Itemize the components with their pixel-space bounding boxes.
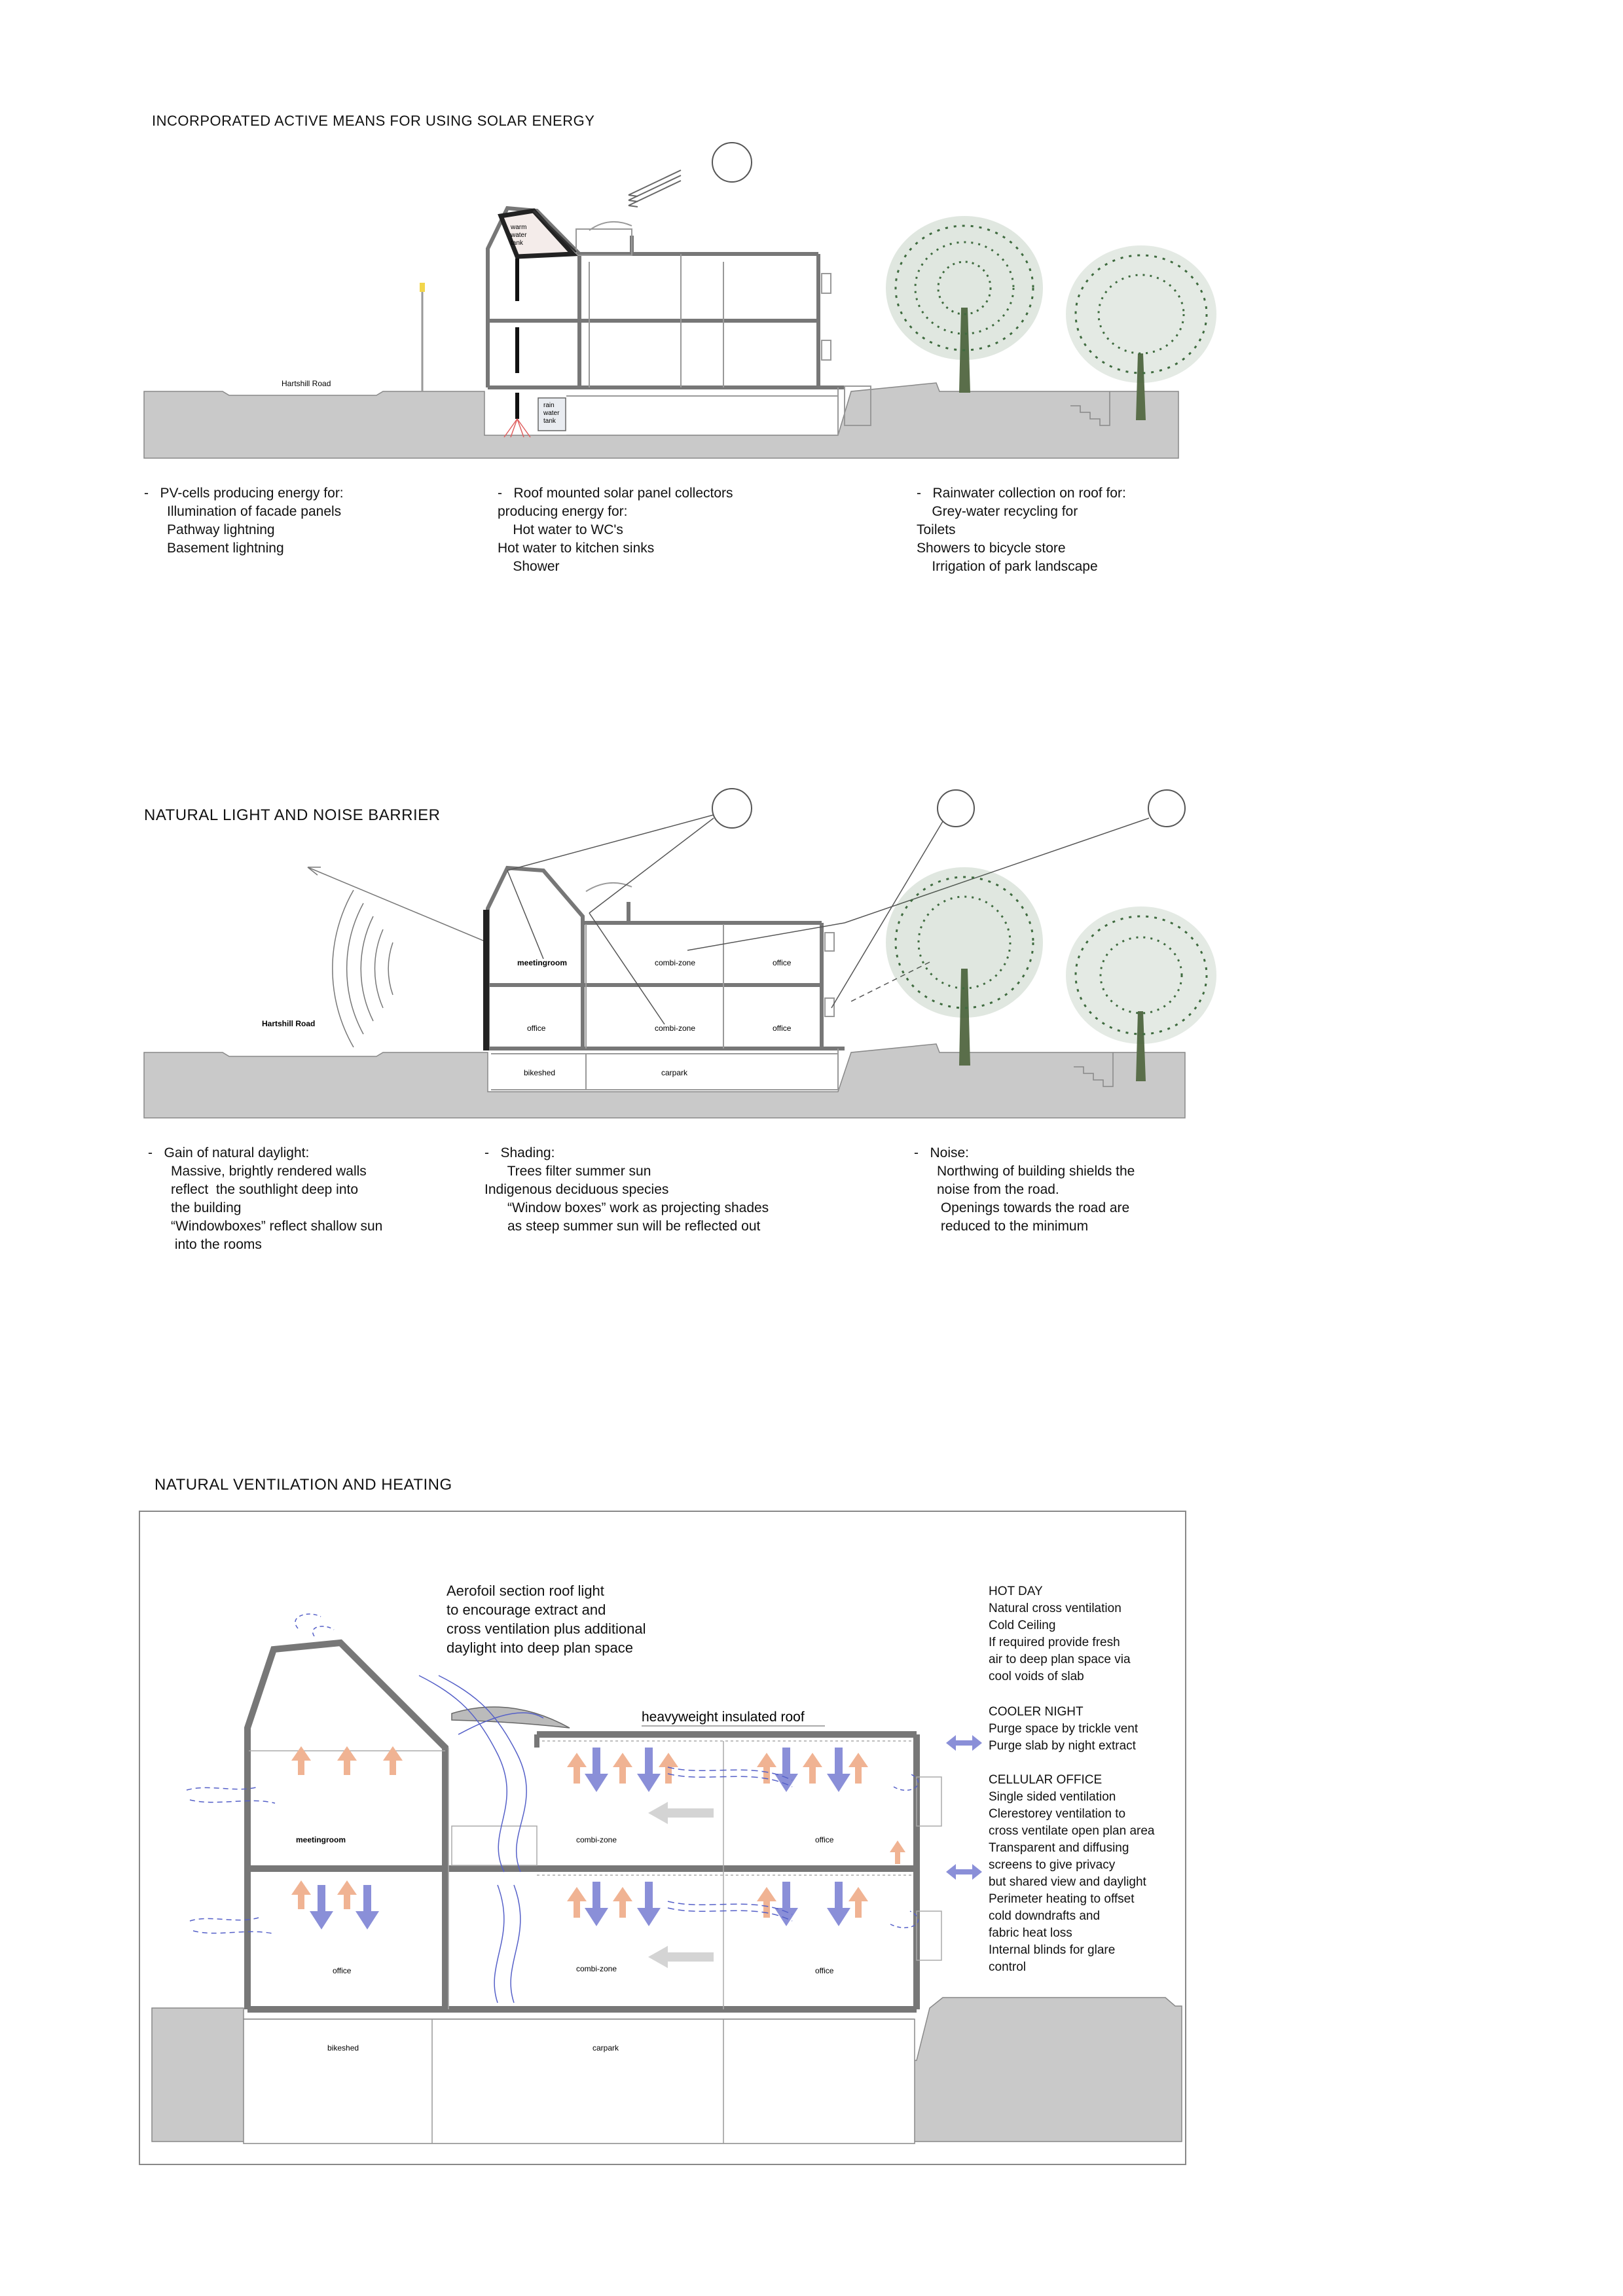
basement-section xyxy=(244,2019,915,2144)
roof-label: heavyweight insulated roof xyxy=(642,1710,805,1725)
room-label: office xyxy=(527,1024,546,1033)
rain-tank-label: rain xyxy=(543,402,555,409)
building-section xyxy=(247,1643,917,2009)
cross-ventilation-arrows xyxy=(648,1802,714,1968)
room-label: carpark xyxy=(593,2043,619,2053)
warm-tank-label: water xyxy=(511,232,527,239)
warm-tank-label: tank xyxy=(511,240,523,247)
room-label: combi-zone xyxy=(576,1835,617,1844)
section3-note-cellular-office: CELLULAR OFFICE Single sided ventilation Clerestorey ventilation to cross ventilate open plan area Transparent and diffusing screens to give privacy but shared view and daylight Perimeter heating to offset cold downdrafts and fabric heat loss Internal blinds for glare control xyxy=(989,1773,1155,1974)
room-label: carpark xyxy=(661,1068,688,1077)
room-label: office xyxy=(773,1024,792,1033)
section1-title: INCORPORATED ACTIVE MEANS FOR USING SOLAR ENERGY xyxy=(152,113,595,129)
room-label: meetingroom xyxy=(296,1835,346,1844)
room-label: meetingroom xyxy=(517,958,568,967)
rain-tank-label: water xyxy=(543,410,560,417)
section2-caption-daylight: - Gain of natural daylight: Massive, brightly rendered walls reflect the southlight deep into the building “Windowboxes” reflect shallow sun into the rooms xyxy=(148,1145,383,1252)
room-label: combi-zone xyxy=(655,1024,696,1033)
section3-aerofoil-note: Aerofoil section roof light to encourage extract and cross ventilation plus additional daylight into deep plan space xyxy=(447,1583,646,1656)
section3-note-cooler-night: COOLER NIGHT Purge space by trickle vent Purge slab by night extract xyxy=(989,1705,1139,1753)
section1-caption-pv: - PV-cells producing energy for: Illumination of facade panels Pathway lightning Basement lightning xyxy=(144,486,344,556)
room-label: bikeshed xyxy=(327,2043,359,2053)
section3-title: NATURAL VENTILATION AND HEATING xyxy=(155,1476,452,1494)
section2-caption-shading: - Shading: Trees filter summer sun Indigenous deciduous species “Window boxes” work as projecting shades as steep summer sun will be reflected out xyxy=(484,1145,769,1234)
section1-caption-rain: - Rainwater collection on roof for: Grey-water recycling for Toilets Showers to bicycle store Irrigation of park landscape xyxy=(917,486,1126,574)
road-label: Hartshill Road xyxy=(282,379,331,388)
room-label: office xyxy=(815,1966,834,1975)
road-label: Hartshill Road xyxy=(262,1019,316,1028)
section2-title: NATURAL LIGHT AND NOISE BARRIER xyxy=(144,806,441,824)
section1-caption-solar: - Roof mounted solar panel collectors producing energy for: Hot water to WC's Hot water to kitchen sinks Shower xyxy=(498,486,733,574)
room-label: combi-zone xyxy=(655,958,696,967)
room-label: office xyxy=(773,958,792,967)
room-label: combi-zone xyxy=(576,1964,617,1973)
night-purge-arrows xyxy=(946,1735,982,1880)
section3-note-hot-day: HOT DAY Natural cross ventilation Cold Ceiling If required provide fresh air to deep plan space via cool voids of slab xyxy=(989,1585,1131,1683)
aerofoil-rooflight xyxy=(452,1707,570,1728)
room-label: office xyxy=(333,1966,352,1975)
room-label: bikeshed xyxy=(524,1068,556,1077)
room-label: office xyxy=(815,1835,834,1844)
airflow-lines xyxy=(187,1614,919,2003)
warm-tank-label: warm xyxy=(511,224,527,231)
rain-tank-label: tank xyxy=(543,418,556,425)
section2-caption-noise: - Noise: Northwing of building shields the noise from the road. Openings towards the road are reduced to the minimum xyxy=(914,1145,1135,1234)
